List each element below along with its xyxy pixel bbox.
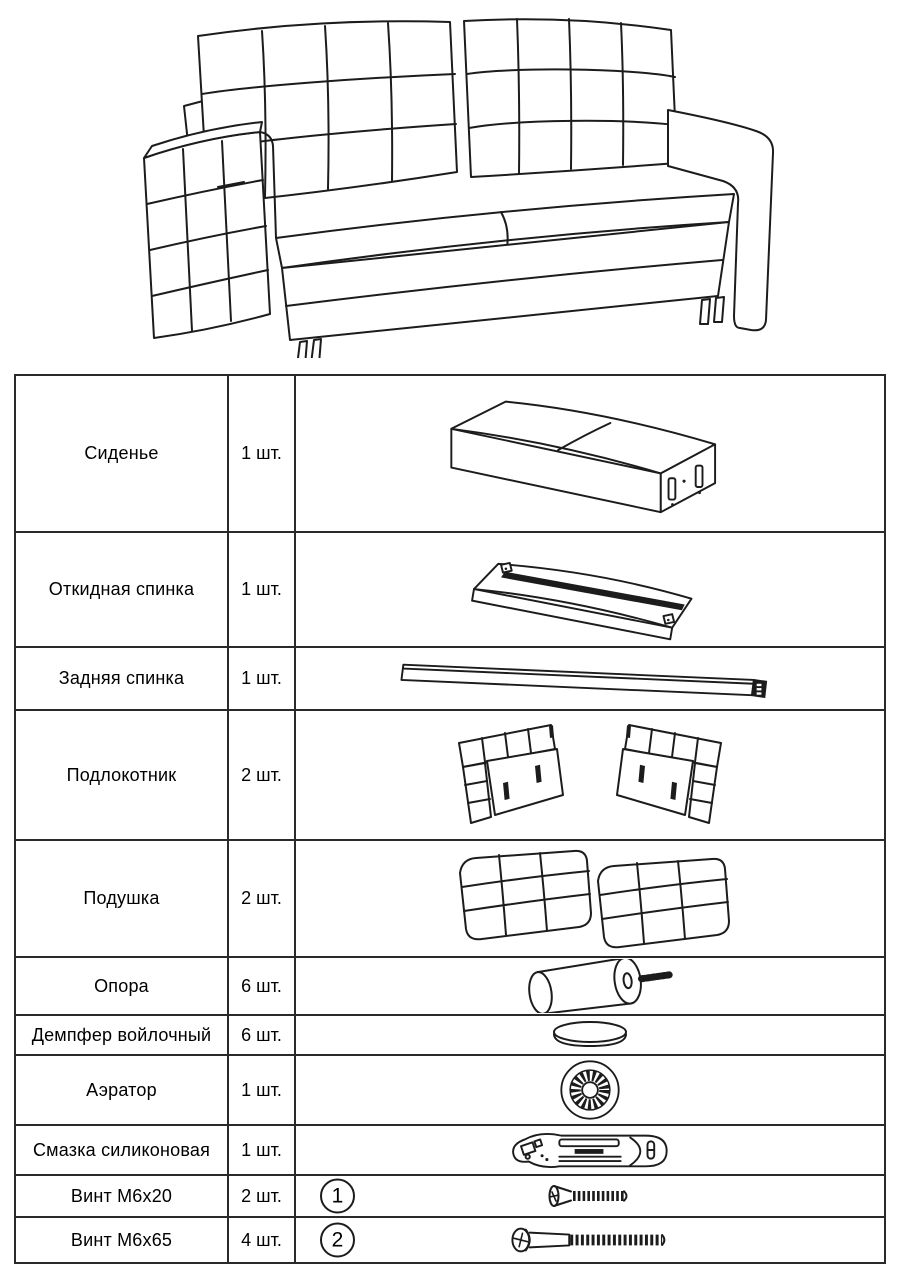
part-qty: 2 шт.	[241, 1185, 282, 1206]
silicone-grease-icon	[501, 1127, 679, 1173]
part-label: Сиденье	[84, 443, 159, 463]
part-label: Подушка	[83, 888, 160, 908]
short-screw-icon	[540, 1182, 640, 1210]
part-label: Винт М6х65	[70, 1229, 173, 1250]
part-label: Опора	[94, 975, 149, 996]
part-label: Откидная спинка	[48, 579, 195, 599]
part-row-silicone-grease	[15, 1125, 885, 1175]
part-qty: 1 шт.	[241, 443, 282, 463]
folding-backrest-icon	[445, 538, 735, 642]
part-qty: 6 шт.	[241, 1024, 282, 1045]
part-row-armrest	[15, 710, 885, 840]
part-qty: 1 шт.	[241, 579, 282, 599]
part-row-cushion	[15, 840, 885, 957]
part-label: Винт М6х20	[70, 1185, 173, 1206]
hero-illustration	[0, 0, 900, 374]
parts-table	[14, 374, 886, 1264]
part-qty: 6 шт.	[241, 975, 282, 996]
part-row-felt-damper	[15, 1015, 885, 1055]
part-qty: 1 шт.	[241, 1139, 282, 1160]
part-row-folding-backrest	[15, 532, 885, 647]
leg-support-icon	[500, 959, 680, 1013]
sofa-illustration	[110, 6, 790, 358]
part-row-seat	[15, 375, 885, 532]
part-row-aerator	[15, 1055, 885, 1125]
long-screw-icon	[506, 1225, 674, 1255]
seat-part-icon	[430, 385, 750, 523]
part-label: Подлокотник	[66, 764, 177, 785]
part-row-leg	[15, 957, 885, 1015]
armrest-icon	[445, 717, 735, 833]
part-row-back-panel	[15, 647, 885, 710]
part-qty: 2 шт.	[241, 764, 282, 785]
part-label: Аэратор	[86, 1079, 157, 1100]
part-qty: 1 шт.	[241, 1079, 282, 1100]
part-qty: 1 шт.	[241, 668, 282, 688]
part-qty: 4 шт.	[241, 1229, 282, 1250]
part-row-screw-m6x65	[15, 1217, 885, 1263]
part-label: Смазка силиконовая	[32, 1139, 211, 1160]
back-panel-icon	[390, 656, 790, 702]
aerator-icon	[553, 1058, 627, 1122]
part-label: Демпфер войлочный	[31, 1024, 212, 1045]
part-row-screw-m6x20	[15, 1175, 885, 1217]
felt-damper-icon	[545, 1020, 635, 1050]
part-qty: 2 шт.	[241, 888, 282, 908]
part-label: Задняя спинка	[58, 668, 185, 688]
ref-number-1: 1	[320, 1179, 355, 1214]
ref-number-2: 2	[320, 1223, 355, 1258]
cushion-icon	[448, 847, 733, 951]
